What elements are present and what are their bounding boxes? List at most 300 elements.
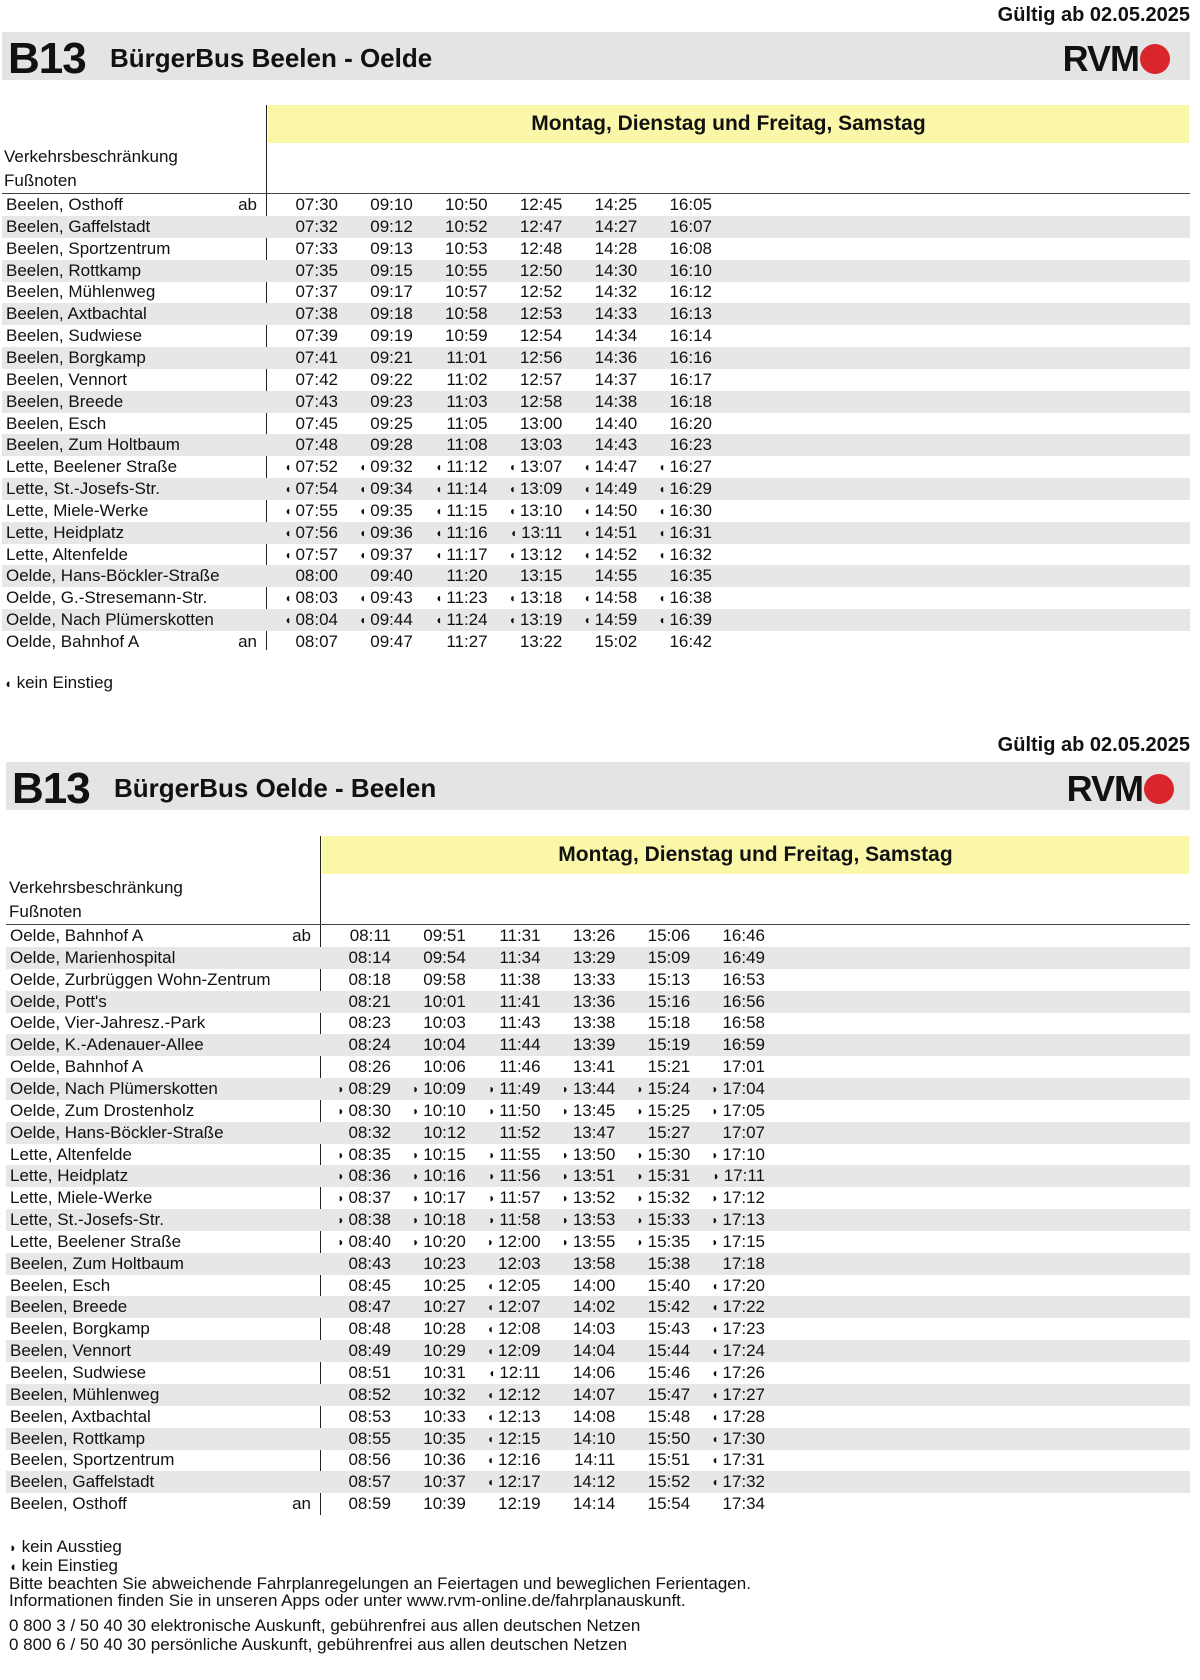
time-value: 16:10: [669, 260, 712, 280]
time-value: 13:53: [572, 1210, 616, 1230]
departure-time: [473, 1122, 541, 1144]
time-value: 08:24: [348, 1035, 391, 1055]
kein-einstieg-icon: ◖: [658, 460, 666, 475]
time-value: 17:07: [722, 1122, 765, 1142]
time-value: 13:03: [519, 435, 563, 455]
departure-time: [270, 325, 338, 347]
time-value: 09:35: [370, 500, 413, 520]
table-row: [2, 238, 1190, 260]
departure-time: [494, 303, 562, 325]
time-value: 16:20: [669, 413, 712, 433]
departure-time: [547, 1078, 615, 1100]
departure-time: [547, 1449, 615, 1471]
route-number: B13: [8, 34, 86, 83]
time-value: 08:14: [348, 947, 391, 967]
departure-time: [345, 369, 413, 391]
departure-time: [622, 1471, 690, 1493]
departure-time: [270, 434, 338, 456]
time-value: 15:40: [647, 1275, 691, 1295]
stop-name: Beelen, Vennort: [10, 1341, 131, 1361]
departure-time: [494, 238, 562, 260]
table-row: [2, 434, 1190, 456]
time-value: 11:46: [499, 1057, 541, 1077]
departure-time: [547, 1231, 615, 1253]
time-value: 09:21: [370, 347, 413, 367]
departure-time: [270, 347, 338, 369]
kein-ausstieg-icon: ◗: [337, 1213, 345, 1228]
kein-ausstieg-icon: ◗: [561, 1147, 569, 1162]
kein-ausstieg-icon: ◗: [636, 1169, 644, 1184]
kein-einstieg-icon: ◖: [711, 1366, 719, 1380]
departure-time: [270, 544, 338, 566]
time-value: 12:12: [498, 1384, 541, 1404]
time-value: 16:59: [722, 1035, 765, 1055]
kein-ausstieg-icon: ◗: [488, 1081, 496, 1096]
departure-time: [644, 456, 712, 478]
kein-einstieg-icon: ◖: [359, 591, 367, 606]
time-value: 12:19: [498, 1494, 541, 1514]
stop-name: Lette, Beelener Straße: [10, 1231, 182, 1251]
kein-einstieg-icon: ◖: [711, 1409, 719, 1424]
stop-name: Beelen, Gaffelstadt: [6, 216, 151, 236]
time-value: 10:39: [423, 1494, 466, 1514]
time-value: 10:16: [423, 1166, 466, 1186]
time-value: 13:00: [519, 413, 563, 433]
departure-time: [697, 1493, 765, 1515]
departure-time: [420, 325, 488, 347]
time-value: 15:06: [647, 926, 691, 945]
departure-time: [323, 1209, 391, 1231]
time-value: 08:40: [348, 1231, 391, 1251]
time-value: 13:38: [572, 1013, 616, 1033]
kein-einstieg-icon: ◖: [9, 1559, 17, 1574]
departure-time: [323, 991, 391, 1013]
time-value: 08:30: [348, 1100, 391, 1120]
time-value: 10:09: [423, 1078, 466, 1098]
time-value: 15:27: [647, 1122, 691, 1142]
departure-time: [323, 1318, 391, 1340]
stop-name: Beelen, Zum Holtbaum: [6, 435, 180, 455]
departure-time: [323, 969, 391, 991]
departure-time: [323, 1340, 391, 1362]
footnotes-label: Fußnoten: [4, 171, 77, 190]
departure-time: [345, 565, 413, 587]
time-value: 11:16: [446, 522, 488, 542]
departure-time: [494, 544, 562, 566]
departure-time: [420, 260, 488, 282]
departure-time: [547, 1275, 615, 1297]
departure-time: [569, 500, 637, 522]
table-row: [2, 544, 1190, 566]
kein-einstieg-icon: ◖: [509, 525, 518, 540]
time-value: 16:53: [722, 969, 765, 989]
time-value: 16:31: [669, 522, 712, 542]
time-value: 15:47: [647, 1384, 691, 1404]
time-value: 15:46: [647, 1363, 691, 1382]
departure-time: [622, 1428, 690, 1450]
departure-time: [323, 1122, 391, 1144]
time-value: 14:08: [572, 1406, 616, 1426]
time-value: 17:28: [722, 1406, 765, 1426]
kein-einstieg-icon: ◖: [284, 460, 292, 475]
kein-einstieg-icon: ◖: [711, 1344, 719, 1359]
departure-time: [494, 434, 562, 456]
time-value: 13:07: [519, 457, 563, 477]
departure-time: [420, 587, 488, 609]
table-row: [2, 260, 1190, 282]
time-value: 10:52: [445, 216, 488, 236]
time-value: 09:47: [370, 632, 413, 651]
departure-time: [644, 325, 712, 347]
time-value: 14:14: [572, 1494, 616, 1514]
departure-time: [644, 303, 712, 325]
footnotes-label: Fußnoten: [9, 902, 82, 921]
table-row: [6, 1209, 1190, 1231]
departure-time: [622, 1275, 690, 1297]
departure-time: [547, 925, 615, 947]
departure-time: [622, 991, 690, 1013]
time-value: 11:15: [446, 500, 488, 520]
kein-ausstieg-icon: ◗: [488, 1169, 496, 1184]
time-value: 16:16: [669, 347, 712, 367]
kein-einstieg-icon: ◖: [711, 1387, 719, 1402]
time-value: 13:12: [519, 544, 563, 564]
departure-time: [697, 1034, 765, 1056]
departure-time: [473, 1253, 541, 1275]
time-value: 11:55: [499, 1144, 541, 1164]
departure-time: [697, 969, 765, 991]
time-value: 15:19: [647, 1035, 691, 1055]
departure-time: [494, 500, 562, 522]
time-value: 13:41: [572, 1057, 616, 1077]
kein-ausstieg-icon: ◗: [488, 1103, 496, 1118]
stop-name: Oelde, Zurbrüggen Wohn-Zentrum: [10, 969, 271, 989]
kein-ausstieg-icon: ◗: [711, 1191, 719, 1206]
kein-einstieg-icon: ◖: [658, 613, 666, 628]
time-value: 08:45: [348, 1275, 391, 1295]
arrival-marker: an: [238, 632, 257, 651]
operating-days: Montag, Dienstag und Freitag, Samstag: [322, 836, 1189, 874]
departure-time: [345, 391, 413, 413]
departure-time: [644, 522, 712, 544]
kein-einstieg-icon: ◖: [359, 525, 367, 540]
time-value: 14:30: [594, 260, 638, 280]
departure-time: [494, 194, 562, 216]
time-value: 15:18: [647, 1013, 691, 1033]
table-row: [6, 1078, 1190, 1100]
time-value: 17:27: [722, 1384, 765, 1404]
departure-time: [420, 391, 488, 413]
time-value: 09:25: [370, 413, 413, 433]
time-value: 14:04: [572, 1341, 616, 1361]
time-value: 08:57: [348, 1472, 391, 1492]
time-value: 07:39: [295, 326, 338, 346]
departure-time: [420, 609, 488, 631]
arrival-marker: an: [292, 1494, 311, 1514]
kein-ausstieg-icon: ◗: [488, 1191, 496, 1206]
time-value: 17:10: [722, 1144, 765, 1164]
time-value: 16:49: [722, 947, 765, 967]
kein-einstieg-icon: ◖: [284, 503, 292, 518]
kein-einstieg-icon: ◖: [711, 1475, 719, 1490]
table-row: [2, 325, 1190, 347]
table-row: [6, 1471, 1190, 1493]
time-value: 15:21: [647, 1057, 691, 1077]
departure-time: [420, 216, 488, 238]
kein-einstieg-icon: ◖: [486, 1387, 495, 1402]
departure-time: [398, 1253, 466, 1275]
departure-time: [547, 1471, 615, 1493]
departure-time: [420, 194, 488, 216]
time-value: 12:11: [499, 1363, 541, 1382]
stop-name: Beelen, Mühlenweg: [10, 1384, 160, 1404]
stop-name: Oelde, Zum Drostenholz: [10, 1100, 195, 1120]
departure-time: [270, 369, 338, 391]
departure-time: [398, 1078, 466, 1100]
departure-time: [644, 369, 712, 391]
time-value: 16:12: [669, 282, 712, 302]
table-row: [6, 1275, 1190, 1297]
time-value: 15:51: [647, 1450, 691, 1470]
time-value: 15:35: [647, 1231, 691, 1251]
departure-time: [569, 260, 637, 282]
time-value: 11:27: [446, 632, 488, 651]
kein-einstieg-icon: ◖: [583, 591, 591, 606]
departure-time: [345, 500, 413, 522]
time-value: 07:33: [295, 238, 338, 258]
time-value: 11:50: [499, 1100, 541, 1120]
departure-time: [345, 544, 413, 566]
time-value: 10:27: [423, 1297, 466, 1317]
timetable-header: [6, 762, 1190, 813]
rvm-ball-icon: [1140, 44, 1170, 74]
table-row: [2, 478, 1190, 500]
time-value: 13:55: [572, 1231, 616, 1251]
kein-einstieg-icon: ◖: [658, 482, 666, 497]
departure-time: [494, 325, 562, 347]
time-value: 14:40: [594, 413, 638, 433]
departure-time: [473, 1449, 541, 1471]
table-row: [6, 1253, 1190, 1275]
kein-einstieg-icon: ◖: [488, 1366, 496, 1380]
departure-time: [697, 1449, 765, 1471]
kein-einstieg-icon: ◖: [486, 1453, 495, 1468]
departure-time: [697, 1384, 765, 1406]
time-value: 15:09: [647, 947, 691, 967]
kein-einstieg-icon: ◖: [583, 482, 591, 497]
kein-einstieg-icon: ◖: [435, 547, 443, 562]
departure-time: [323, 1034, 391, 1056]
departure-time: [644, 478, 712, 500]
time-value: 08:51: [348, 1363, 391, 1382]
holiday-note: Bitte beachten Sie abweichende Fahrplanregelungen an Feiertagen und beweglichen Ferientagen.: [9, 1574, 751, 1593]
time-value: 12:53: [519, 304, 563, 324]
time-value: 15:44: [647, 1341, 691, 1361]
departure-time: [569, 456, 637, 478]
time-value: 14:59: [594, 610, 638, 630]
time-value: 12:45: [519, 195, 563, 214]
time-value: 12:07: [498, 1297, 541, 1317]
departure-time: [622, 1034, 690, 1056]
time-value: 15:52: [647, 1472, 691, 1492]
time-value: 12:47: [519, 216, 563, 236]
departure-time: [547, 1384, 615, 1406]
time-value: 11:49: [499, 1078, 541, 1098]
time-value: 09:34: [370, 479, 413, 499]
departure-time: [473, 925, 541, 947]
departure-time: [270, 631, 338, 653]
departure-time: [697, 1340, 765, 1362]
table-row: [2, 500, 1190, 522]
time-value: 14:10: [572, 1428, 616, 1448]
departure-time: [398, 1362, 466, 1384]
time-value: 08:36: [348, 1166, 391, 1186]
table-row: [6, 1100, 1190, 1122]
time-value: 12:08: [498, 1319, 541, 1339]
time-value: 16:35: [669, 566, 712, 586]
departure-time: [398, 969, 466, 991]
departure-time: [697, 1078, 765, 1100]
time-value: 11:24: [446, 610, 488, 630]
stop-name: Beelen, Sudwiese: [6, 326, 143, 346]
time-value: 10:18: [423, 1210, 466, 1230]
time-value: 16:18: [669, 391, 712, 411]
time-value: 14:52: [594, 544, 638, 564]
departure-time: [473, 1231, 541, 1253]
table-row: [2, 194, 1190, 216]
time-value: 16:56: [722, 991, 765, 1011]
departure-time: [697, 1275, 765, 1297]
kein-einstieg-icon: ◖: [486, 1278, 495, 1293]
time-value: 14:51: [594, 522, 638, 542]
time-value: 16:13: [669, 304, 712, 324]
table-row: [2, 347, 1190, 369]
table-row: [6, 1428, 1190, 1450]
table-row: [6, 1318, 1190, 1340]
validity-date: Gültig ab 02.05.2025: [997, 4, 1190, 26]
departure-time: [494, 260, 562, 282]
time-value: 14:32: [594, 282, 638, 302]
time-value: 09:32: [370, 457, 413, 477]
time-value: 10:59: [445, 326, 488, 346]
time-value: 15:43: [647, 1319, 691, 1339]
departure-time: [569, 434, 637, 456]
departure-time: [547, 1406, 615, 1428]
departure-time: [622, 1362, 690, 1384]
departure-time: [644, 281, 712, 303]
departure-time: [644, 565, 712, 587]
departure-time: [644, 347, 712, 369]
departure-time: [697, 1209, 765, 1231]
stop-name: Lette, Altenfelde: [6, 544, 128, 564]
rvm-logo: [1067, 768, 1174, 810]
departure-time: [569, 478, 637, 500]
time-value: 08:21: [348, 991, 391, 1011]
time-value: 10:23: [423, 1253, 466, 1273]
stop-name: Oelde, Bahnhof A: [10, 926, 144, 945]
departure-time: [473, 1384, 541, 1406]
kein-ausstieg-icon: ◗: [412, 1169, 420, 1184]
departure-time: [345, 434, 413, 456]
kein-ausstieg-icon: ◗: [561, 1234, 569, 1249]
time-value: 16:29: [669, 479, 712, 499]
time-value: 14:06: [572, 1363, 616, 1382]
stop-name: Beelen, Gaffelstadt: [10, 1472, 155, 1492]
departure-time: [494, 587, 562, 609]
departure-time: [697, 1100, 765, 1122]
time-value: 08:43: [348, 1253, 391, 1273]
departure-time: [494, 631, 562, 653]
departure-time: [420, 544, 488, 566]
stop-name: Oelde, Hans-Böckler-Straße: [6, 566, 220, 586]
departure-time: [473, 1275, 541, 1297]
departure-time: [420, 631, 488, 653]
departure-time: [622, 1340, 690, 1362]
departure-time: [547, 1340, 615, 1362]
time-value: 08:35: [348, 1144, 391, 1164]
time-value: 13:29: [572, 947, 616, 967]
departure-time: [547, 1209, 615, 1231]
departure-time: [398, 1144, 466, 1166]
departure-time: [697, 1165, 765, 1187]
departure-time: [473, 1034, 541, 1056]
time-value: 10:33: [423, 1406, 466, 1426]
departure-time: [644, 194, 712, 216]
route-number: B13: [12, 764, 90, 813]
departure-time: [398, 1296, 466, 1318]
time-value: 10:20: [423, 1231, 466, 1251]
departure-time: [622, 1144, 690, 1166]
departure-time: [644, 216, 712, 238]
departure-time: [473, 969, 541, 991]
time-value: 13:09: [519, 479, 563, 499]
kein-einstieg-icon: ◖: [284, 547, 292, 562]
time-value: 07:55: [295, 500, 338, 520]
kein-ausstieg-icon: ◗: [412, 1234, 420, 1249]
departure-time: [547, 1165, 615, 1187]
departure-time: [697, 947, 765, 969]
departure-time: [494, 478, 562, 500]
timetable-header: [2, 32, 1190, 83]
kein-ausstieg-icon: ◗: [636, 1103, 644, 1118]
stop-name: Beelen, Osthoff: [6, 195, 123, 214]
departure-time: [323, 1362, 391, 1384]
kein-einstieg-icon: ◖: [359, 460, 367, 475]
kein-ausstieg-icon: ◗: [337, 1191, 345, 1206]
departure-time: [569, 544, 637, 566]
departure-time: [420, 413, 488, 435]
time-value: 17:24: [722, 1341, 765, 1361]
departure-time: [547, 1100, 615, 1122]
departure-time: [398, 1231, 466, 1253]
departure-time: [270, 260, 338, 282]
departure-time: [547, 1253, 615, 1275]
time-value: 12:05: [498, 1275, 541, 1295]
table-row: [2, 391, 1190, 413]
time-value: 10:55: [445, 260, 488, 280]
departure-time: [569, 281, 637, 303]
departure-time: [494, 456, 562, 478]
time-value: 07:56: [295, 522, 338, 542]
time-value: 14:07: [572, 1384, 616, 1404]
time-value: 12:57: [519, 369, 563, 389]
departure-time: [473, 1318, 541, 1340]
time-value: 09:44: [370, 610, 413, 630]
departure-time: [547, 1122, 615, 1144]
time-value: 07:35: [295, 260, 338, 280]
departure-time: [622, 1187, 690, 1209]
departure-time: [323, 1253, 391, 1275]
